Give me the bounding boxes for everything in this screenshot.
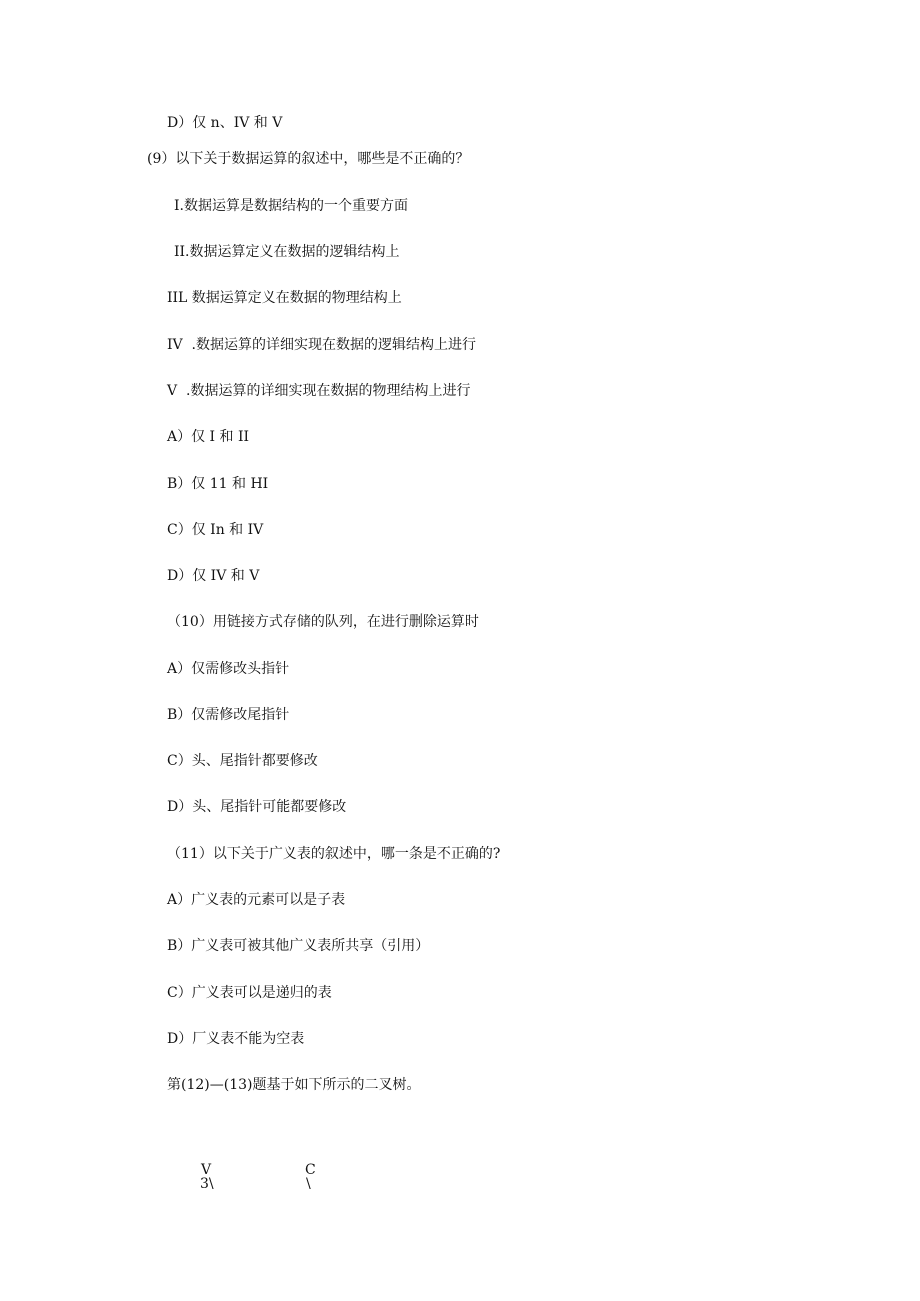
q9-statement-4: IV .数据运算的详细实现在数据的逻辑结构上进行 — [167, 337, 476, 353]
tree-node-left: V — [201, 1162, 212, 1178]
q10-option-d: D）头、尾指针可能都要修改 — [167, 799, 347, 815]
q9-question: (9）以下关于数据运算的叙述中，哪些是不正确的？ — [147, 151, 470, 167]
q10-question: （10）用链接方式存储的队列，在进行删除运算时 — [167, 614, 479, 630]
q9-statement-5: V .数据运算的详细实现在数据的物理结构上进行 — [167, 383, 471, 399]
q9-option-a: A）仅 I 和 II — [167, 429, 250, 445]
q10-option-a: A）仅需修改头指针 — [167, 661, 290, 677]
q10-option-c: C）头、尾指针都要修改 — [167, 753, 318, 769]
q9-statement-3: IIL 数据运算定义在数据的物理结构上 — [167, 290, 402, 306]
tree-node-right: C — [305, 1162, 316, 1178]
q11-option-b: B）广义表可被其他广义表所共享（引用） — [167, 938, 430, 954]
q11-option-d: D）厂义表不能为空表 — [167, 1031, 305, 1047]
q9-option-d: D）仅 IV 和 V — [167, 568, 260, 584]
q11-question: （11）以下关于广义表的叙述中，哪一条是不正确的? — [167, 846, 501, 862]
q12-13-intro: 第(12)—(13)题基于如下所示的二叉树。 — [167, 1077, 421, 1093]
tree-node-left-branch: 3\ — [200, 1176, 214, 1192]
q11-option-a: A）广义表的元素可以是子表 — [167, 892, 346, 908]
q9-option-c: C）仅 In 和 IV — [167, 522, 264, 538]
q10-option-b: B）仅需修改尾指针 — [167, 707, 290, 723]
q9-statement-2: II.数据运算定义在数据的逻辑结构上 — [174, 244, 400, 260]
q8-option-d: D）仅 n、IV 和 V — [167, 115, 283, 131]
tree-node-right-branch: \ — [306, 1176, 311, 1192]
q9-statement-1: I.数据运算是数据结构的一个重要方面 — [174, 198, 408, 214]
q11-option-c: C）广义表可以是递归的表 — [167, 985, 332, 1001]
q9-option-b: B）仅 11 和 HI — [167, 476, 269, 492]
